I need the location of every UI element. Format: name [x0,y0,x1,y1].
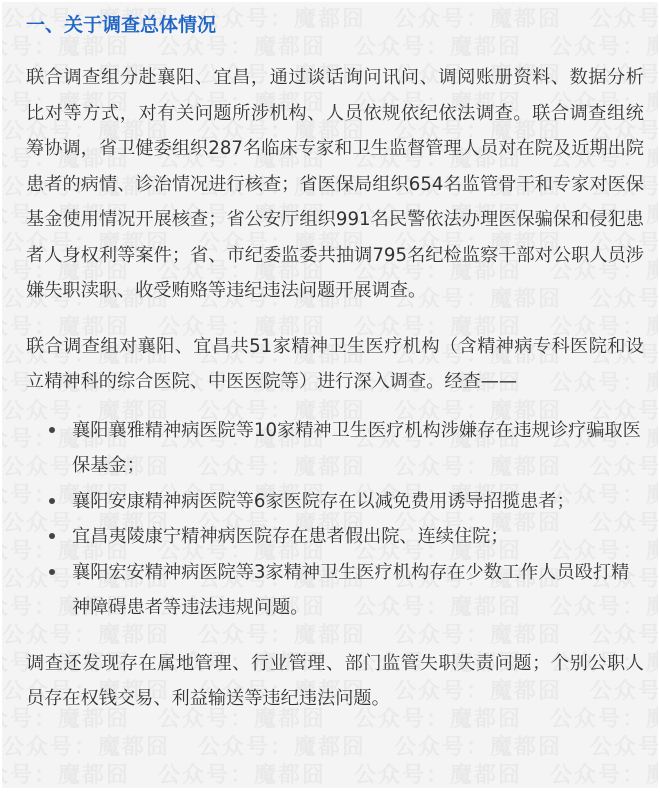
watermark-text [158,763,326,788]
article-content [2,2,658,717]
watermark-text [2,763,130,788]
watermark-text [394,735,562,760]
finding-item [72,484,644,520]
finding-text: 襄阳襄雅精神病医院等10家精神卫生医疗机构涉嫌存在违规诊疗骗取医保基金； [72,419,641,476]
finding-item [72,519,644,555]
watermark-row [2,786,658,788]
findings-list [26,413,644,626]
finding-item [72,413,644,484]
finding-text: 襄阳宏安精神病医院等3家精神卫生医疗机构存在少数工作人员殴打精神障碍患者等违法违规问题。 [72,561,630,618]
bullet-dot-icon [49,427,55,433]
paragraph-investigation-methods: 联合调查组分赴襄阳、宜昌，通过谈话询问讯问、调阅账册资料、数据分析比对等方式，对有关问题所涉机构、人员依规依纪依法调查。联合调查组统筹协调，省卫健委组织287名临床专家和卫生监督管理人员对在院及近期出院患者的病情、诊治情况进行核查；省医保局组织654名监管骨干和专家对医保基金使用情况开展核查；省公安厅组织991名民警依法办理医保骗保和侵犯患者人身权利等案件；省、市纪委监委共抽调795名纪检监察干部对公职人员涉嫌失职渎职、收受贿赂等违纪违法问题开展调查。 [26,67,644,301]
watermark-row [2,730,658,760]
watermark-text [198,735,366,760]
article-panel [2,2,658,788]
finding-text: 襄阳安康精神病医院等6家医院存在以减免费用诱导招揽患者； [72,490,575,512]
watermark-text [354,763,522,788]
finding-text: 宜昌夷陵康宁精神病医院存在患者假出院、连续住院； [72,526,509,547]
bullet-dot-icon [49,498,55,504]
bullet-dot-icon [49,533,55,539]
section-heading: 一、关于调查总体情况 [26,14,217,36]
watermark-text [550,763,658,788]
watermark-row [2,758,618,788]
finding-item [72,555,644,626]
paragraph-oversight-issues: 调查还发现存在属地管理、行业管理、部门监管失职失责问题；个别公职人员存在权钱交易、利益输送等违纪违法问题。 [26,652,644,709]
watermark-text [590,735,658,760]
watermark-text [2,735,170,760]
bullet-dot-icon [49,569,55,575]
paragraph-investigation-scope: 联合调查组对襄阳、宜昌共51家精神卫生医疗机构（含精神病专科医院和设立精神科的综合医院、中医医院等）进行深入调查。经查—— [26,335,644,392]
